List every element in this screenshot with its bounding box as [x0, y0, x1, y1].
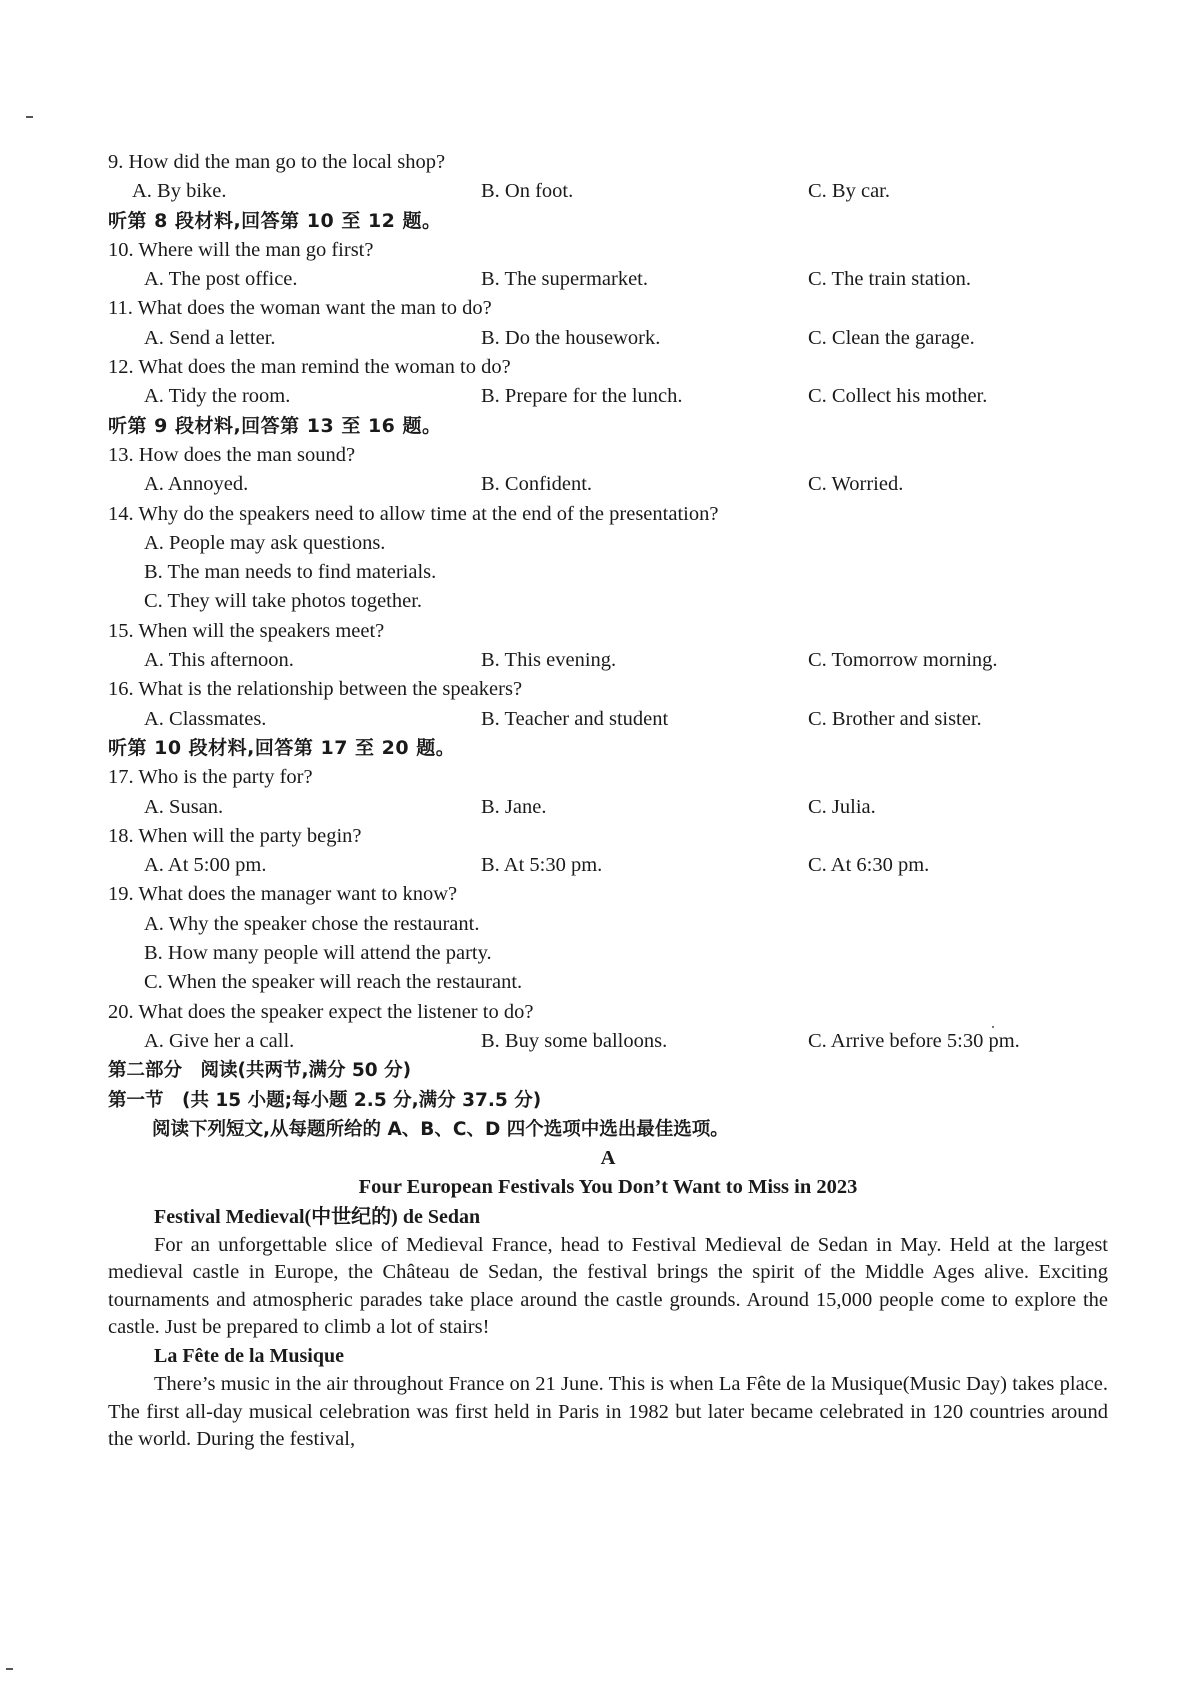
question-20: 20. What does the speaker expect the listener to do? — [108, 1000, 534, 1023]
options-17 — [108, 793, 1108, 822]
option-c: C. The train station. — [808, 268, 972, 291]
options-15 — [108, 646, 1108, 675]
question-14: 14. Why do the speakers need to allow time at the end of the presentation? — [108, 502, 719, 525]
option-a: A. This afternoon. — [144, 649, 294, 672]
option-a: A. People may ask questions. — [144, 531, 386, 554]
options-20 — [108, 1027, 1108, 1056]
option-c: C. Clean the garage. — [808, 326, 975, 349]
page-content — [108, 148, 1108, 1454]
options-10 — [108, 265, 1108, 294]
options-18 — [108, 851, 1108, 880]
passage-label: A — [600, 1147, 616, 1170]
option-c: C. They will take photos together. — [144, 590, 423, 613]
question-12: 12. What does the man remind the woman to do? — [108, 356, 511, 379]
festival-1-text: For an unforgettable slice of Medieval France, head to Festival Medieval de Sedan in May. Held at the largest medieval castle in Europe, the Château de Sedan, the festival brings the spirit of the Middle Ages alive. Exciting tournaments and atmospheric parades take place around the castle grounds. Around 15,000 people come to explore the castle. Just be prepared to climb a lot of stairs! — [108, 1233, 1108, 1339]
options-16 — [108, 705, 1108, 734]
options-11 — [108, 324, 1108, 353]
option-b: B. Buy some balloons. — [481, 1029, 668, 1052]
option-a: A. The post office. — [144, 268, 298, 291]
scan-mark — [26, 116, 33, 118]
options-13 — [108, 470, 1108, 499]
option-b: B. Do the housework. — [481, 326, 661, 349]
option-a: A. Tidy the room. — [144, 385, 291, 408]
festival-2-text: There’s music in the air throughout France on 21 June. This is when La Fête de la Musique(Music Day) takes place. The first all-day musical celebration was first held in Paris in 1982 but later became celebrated in 120 countries around the world. During the festival, — [108, 1373, 1108, 1451]
option-b: B. On foot. — [481, 180, 574, 203]
option-b: B. The man needs to find materials. — [144, 561, 437, 584]
option-a: A. Send a letter. — [144, 326, 276, 349]
section-9-instruction: 听第 9 段材料,回答第 13 至 16 题。 — [108, 414, 442, 437]
option-c: C. Brother and sister. — [808, 707, 982, 730]
option-b: B. At 5:30 pm. — [481, 854, 603, 877]
passage-title: Four European Festivals You Don’t Want to Miss in 2023 — [358, 1176, 858, 1199]
option-b: B. This evening. — [481, 649, 617, 672]
options-9 — [108, 177, 1108, 206]
question-19: 19. What does the manager want to know? — [108, 883, 458, 906]
option-a: A. Susan. — [144, 795, 224, 818]
option-b: B. How many people will attend the party. — [144, 942, 492, 965]
option-c: C. At 6:30 pm. — [808, 854, 930, 877]
option-a: A. Why the speaker chose the restaurant. — [144, 912, 480, 935]
option-a: A. Give her a call. — [144, 1029, 295, 1052]
reading-instruction: 阅读下列短文,从每题所给的 A、B、C、D 四个选项中选出最佳选项。 — [152, 1118, 729, 1140]
option-c: C. Julia. — [808, 795, 876, 818]
option-c: C. Worried. — [808, 473, 904, 496]
part-two-title: 第二部分 阅读(共两节,满分 50 分) — [108, 1060, 412, 1082]
festival-1-heading: Festival Medieval(中世纪的) de Sedan — [154, 1205, 481, 1228]
question-15: 15. When will the speakers meet? — [108, 619, 385, 642]
option-a: A. At 5:00 pm. — [144, 854, 267, 877]
option-a: A. By bike. — [132, 180, 227, 203]
section-8-instruction: 听第 8 段材料,回答第 10 至 12 题。 — [108, 209, 442, 232]
option-b: B. Teacher and student — [481, 707, 669, 730]
option-b: B. The supermarket. — [481, 268, 648, 291]
scan-mark — [6, 1668, 13, 1670]
option-c: C. By car. — [808, 180, 890, 203]
question-16: 16. What is the relationship between the speakers? — [108, 678, 523, 701]
question-17: 17. Who is the party for? — [108, 766, 313, 789]
question-18: 18. When will the party begin? — [108, 824, 362, 847]
option-b: B. Confident. — [481, 473, 593, 496]
option-a: A. Classmates. — [144, 707, 267, 730]
option-c: C. Collect his mother. — [808, 385, 988, 408]
question-10: 10. Where will the man go first? — [108, 238, 374, 261]
option-c: C. When the speaker will reach the restaurant. — [144, 971, 523, 994]
option-c: C. Tomorrow morning. — [808, 649, 998, 672]
option-a: A. Annoyed. — [144, 473, 249, 496]
option-b: B. Prepare for the lunch. — [481, 385, 683, 408]
option-c: C. Arrive before 5:30 pm. — [808, 1029, 1020, 1052]
question-13: 13. How does the man sound? — [108, 443, 356, 466]
options-12 — [108, 382, 1108, 411]
festival-2-heading: La Fête de la Musique — [154, 1344, 344, 1367]
section-10-instruction: 听第 10 段材料,回答第 17 至 20 题。 — [108, 736, 456, 759]
section-one-title: 第一节 (共 15 小题;每小题 2.5 分,满分 37.5 分) — [108, 1089, 542, 1111]
option-b: B. Jane. — [481, 795, 547, 818]
question-9: 9. How did the man go to the local shop? — [108, 151, 446, 173]
question-11: 11. What does the woman want the man to do? — [108, 297, 492, 320]
